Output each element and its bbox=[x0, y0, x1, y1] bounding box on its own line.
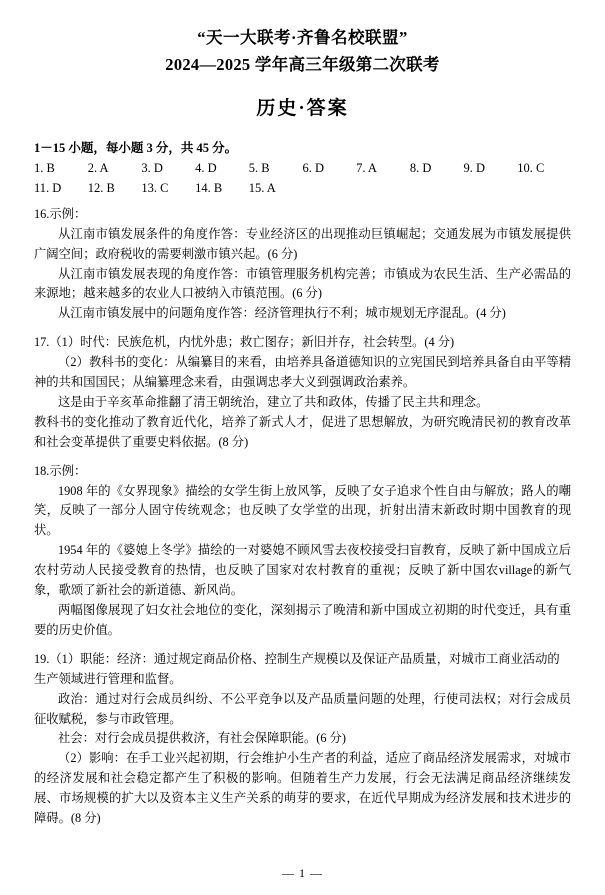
objective-section-head: 1－15 小题，每小题 3 分，共 45 分。 bbox=[34, 140, 238, 155]
answer-item: 14. B bbox=[195, 180, 223, 195]
answer-item: 6. D bbox=[302, 160, 324, 175]
question-17-paragraph: 这是由于辛亥革命推翻了清王朝统治，建立了共和政体，传播了民主共和理念。 bbox=[58, 394, 489, 409]
answer-item: 4. D bbox=[195, 160, 217, 175]
answer-item: 3. D bbox=[141, 160, 163, 175]
question-17 bbox=[34, 333, 571, 452]
question-16-paragraph: 从江南市镇发展中的问题角度作答：经济管理执行不利；城市规划无序混乱。(4 分) bbox=[58, 306, 506, 321]
question-19-lead: 19.（1）职能：经济：通过规定商品价格、控制生产规模以及保证产品质量，对城市工商业活动的生产领域进行管理和监督。 bbox=[34, 651, 560, 686]
exam-term-title: 2024—2025 学年高三年级第二次联考 bbox=[165, 54, 440, 74]
answer-item: 15. A bbox=[248, 180, 276, 195]
question-19-paragraph: 政治：通过对行会成员纠纷、不公平竞争以及产品质量问题的处理，行使司法权；对行会成员征收赋税，参与市政管理。 bbox=[34, 691, 571, 726]
answer-item: 10. C bbox=[517, 160, 545, 175]
page-number: — 1 — bbox=[282, 866, 323, 880]
question-18-paragraph: 1954 年的《婆媳上冬学》描绘的一对婆媳不顾风雪去夜校接受扫盲教育，反映了新中国成立后农村劳动人民接受教育的热情，也反映了国家对农村教育的重视；反映了新中国农village的新气象，歌颂了新社会的新道德、新风尚。 bbox=[34, 543, 571, 598]
answer-item: 13. C bbox=[141, 180, 169, 195]
answer-item: 5. B bbox=[248, 160, 270, 175]
objective-answers-row-1 bbox=[34, 161, 571, 176]
answer-item: 12. B bbox=[87, 180, 115, 195]
question-19-paragraph: （2）影响：在手工业兴起初期，行会维护小生产者的利益，适应了商品经济发展需求，对城市的经济发展和社会稳定都产生了积极的影响。但随着生产力发展，行会无法满足商品经济继续发展、市场规模的扩大以及资本主义生产关系的萌芽的要求，在近代早期成为经济发展和技术进步的障碍。(8 分) bbox=[34, 751, 571, 826]
answer-item: 2. A bbox=[87, 160, 109, 175]
subject-title: 历史·答案 bbox=[256, 97, 349, 119]
answer-item: 8. D bbox=[409, 160, 432, 175]
answer-item: 9. D bbox=[463, 160, 486, 175]
document-header bbox=[34, 26, 571, 79]
question-17-paragraph: 教科书的变化推动了教育近代化，培养了新式人才，促进了思想解放，为研究晚清民初的教育改革和社会变革提供了重要史料依据。(8 分) bbox=[34, 414, 571, 449]
question-16-paragraph: 从江南市镇发展表现的角度作答：市镇管理服务机构完善；市镇成为农民生活、生产必需品的来源地；越来越多的农业人口被纳入市镇范围。(6 分) bbox=[34, 266, 571, 301]
question-19-paragraph: 社会：对行会成员提供救济，有社会保障职能。(6 分) bbox=[58, 731, 346, 746]
question-18-paragraph: 两幅图像展现了妇女社会地位的变化，深刻揭示了晚清和新中国成立初期的时代变迁，具有重要的历史价值。 bbox=[34, 603, 571, 637]
question-17-lead: 17.（1）时代：民族危机，内忧外患；救亡图存；新旧并存，社会转型。(4 分) bbox=[34, 335, 455, 350]
objective-answers-row-2 bbox=[34, 181, 571, 196]
question-16 bbox=[34, 205, 571, 324]
question-18-paragraph: 1908 年的《女界现象》描绘的女学生街上放风筝，反映了女子追求个性自由与解放；路人的嘲笑，反映了一部分人固守传统观念；也反映了女学堂的出现，折射出清末新政时期中国教育的现状。 bbox=[34, 483, 571, 538]
answer-item: 1. B bbox=[34, 160, 55, 175]
question-18-lead: 18.示例： bbox=[34, 463, 87, 478]
exam-alliance-title: “天一大联考·齐鲁名校联盟” bbox=[197, 28, 408, 47]
answer-item: 7. A bbox=[356, 160, 377, 175]
question-19 bbox=[34, 650, 571, 829]
question-18 bbox=[34, 462, 571, 641]
answer-item: 11. D bbox=[34, 180, 62, 195]
question-16-lead: 16.示例： bbox=[34, 206, 87, 221]
question-16-paragraph: 从江南市镇发展条件的角度作答：专业经济区的出现推动巨镇崛起；交通发展为市镇发展提供广阔空间；政府税收的需要刺激市镇兴起。(6 分) bbox=[34, 226, 571, 261]
question-17-paragraph: （2）教科书的变化：从编纂目的来看，由培养具备道德知识的立宪国民到培养具备自由平等精神的共和国国民；从编纂理念来看，由强调忠孝大义到强调政治素养。 bbox=[34, 355, 571, 390]
